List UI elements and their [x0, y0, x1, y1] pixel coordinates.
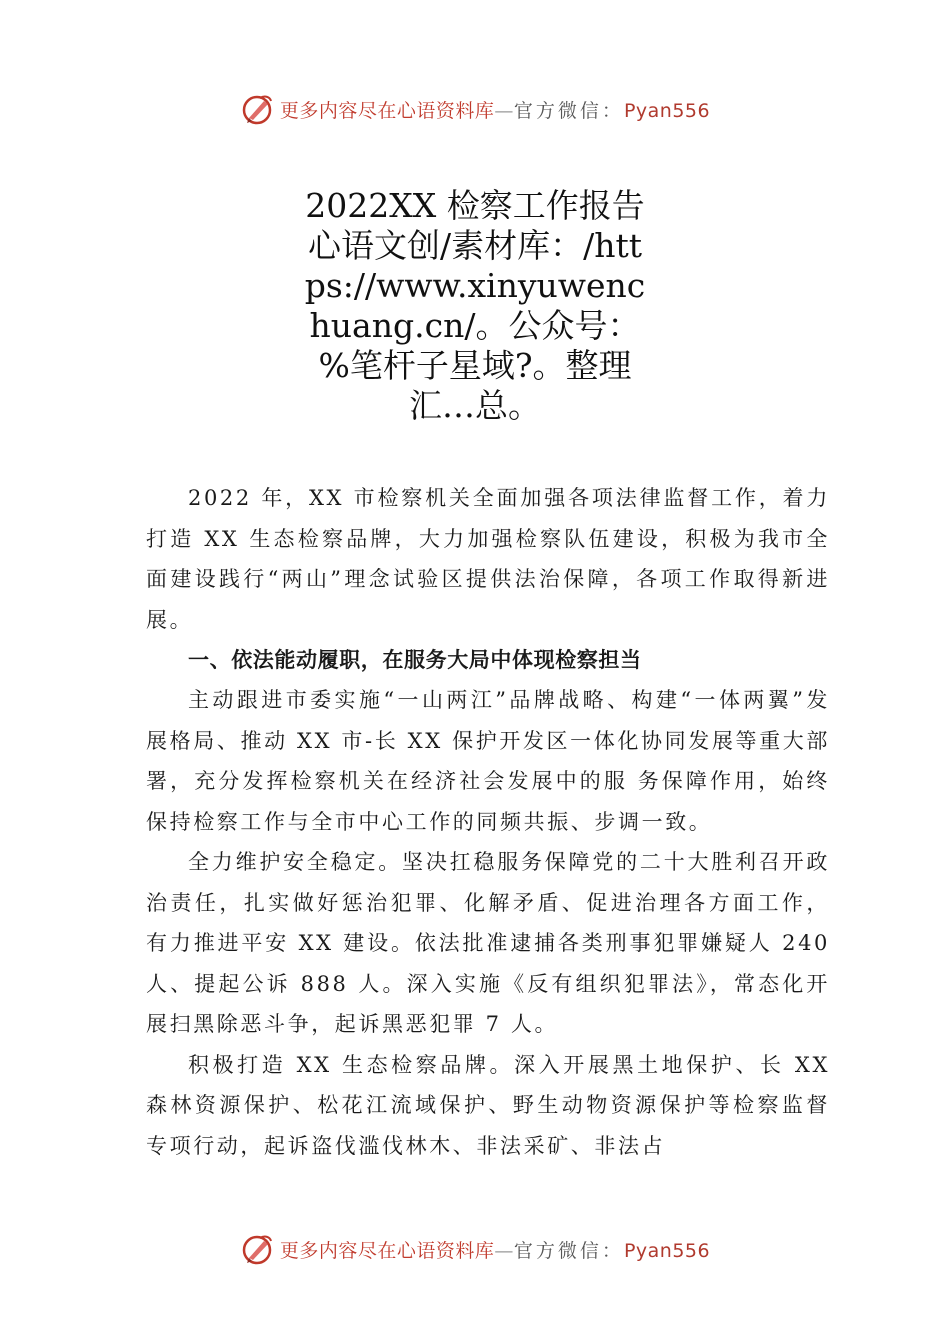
banner-wechat-label: 官方微信：: [513, 99, 624, 122]
paragraph-security: 全力维护安全稳定。坚决扛稳服务保障党的二十大胜利召开政治责任，扎实做好惩治犯罪、化解矛盾、促进治理各方面工作，有力推进平安 XX 建设。依法批准逮捕各类刑事犯罪嫌疑人 240 人、提起公诉 888 人。深入实施《反有组织犯罪法》，常态化开展扫黑除恶斗争，起诉黑恶犯罪 7 人。: [146, 850, 830, 1036]
banner-site-name: 更多内容尽在心语资料库: [279, 99, 495, 122]
banner-text: [280, 96, 710, 123]
pen-logo-icon: [240, 92, 274, 126]
pen-logo-icon: [240, 1232, 274, 1266]
banner-dash: —: [494, 1239, 514, 1262]
header-banner: [0, 92, 950, 126]
banner-dash: —: [494, 99, 514, 122]
paragraph-ecology: 积极打造 XX 生态检察品牌。深入开展黑土地保护、长 XX 森林资源保护、松花江流域保护、野生动物资源保护等检察监督专项行动，起诉盗伐滥伐林木、非法采矿、非法占: [146, 1052, 830, 1158]
banner-text: [280, 1236, 710, 1263]
banner-wechat-id: Pyan556: [623, 99, 711, 122]
document-body: [146, 478, 830, 1166]
banner-wechat-label: 官方微信：: [513, 1239, 624, 1262]
footer-banner: [0, 1232, 950, 1266]
banner-site-name: 更多内容尽在心语资料库: [279, 1239, 495, 1262]
document-title: 2022XX 检察工作报告心语文创/素材库：/https://www.xinyuwenchuang.cn/。公众号：%笔杆子星域?。整理汇…总。: [304, 186, 646, 425]
banner-wechat-id: Pyan556: [623, 1239, 711, 1262]
section-heading-1: 一、依法能动履职，在服务大局中体现检察担当: [188, 648, 642, 672]
paragraph-intro: 2022 年，XX 市检察机关全面加强各项法律监督工作，着力打造 XX 生态检察品牌，大力加强检察队伍建设，积极为我市全面建设践行“两山”理念试验区提供法治保障，各项工作取得新进展。: [146, 486, 830, 632]
paragraph-service: 主动跟进市委实施“一山两江”品牌战略、构建“一体两翼”发展格局、推动 XX 市-长 XX 保护开发区一体化协同发展等重大部署，充分发挥检察机关在经济社会发展中的服 务保障作用，始终保持检察工作与全市中心工作的同频共振、步调一致。: [146, 688, 830, 834]
